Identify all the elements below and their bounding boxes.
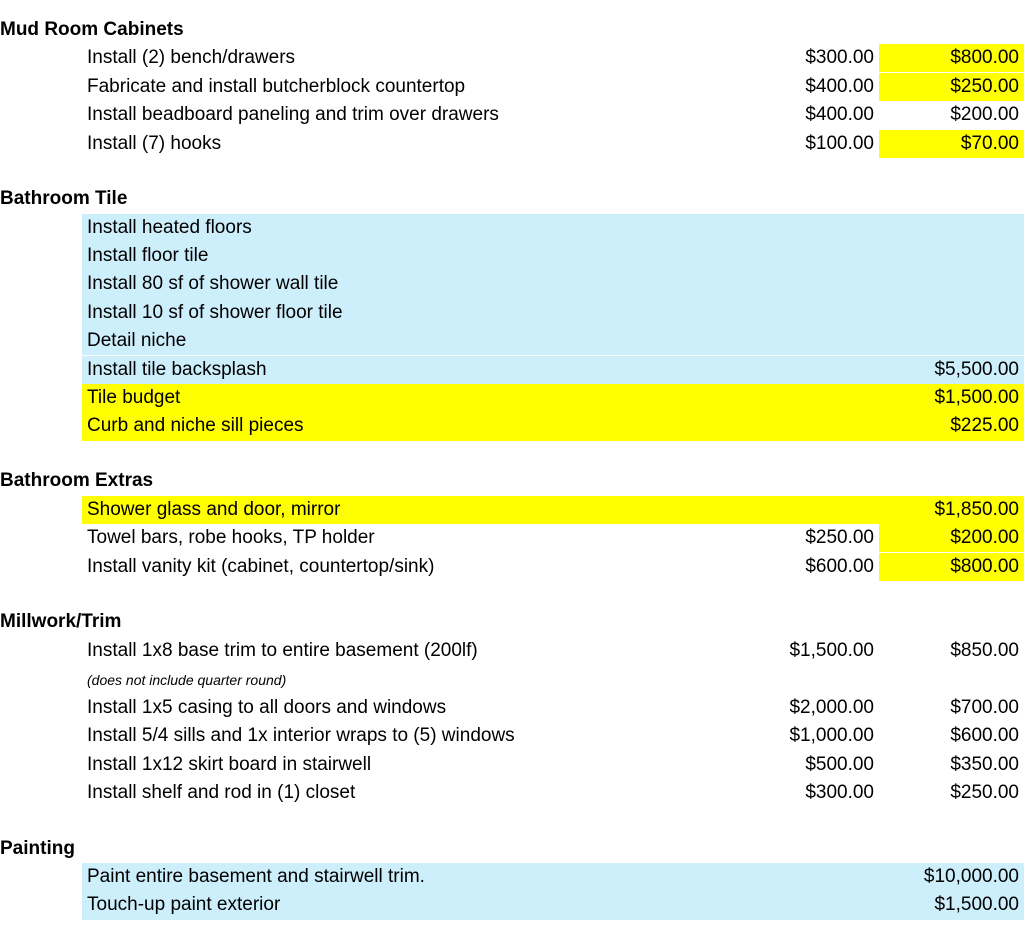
row-price-revised: $1,850.00 xyxy=(934,498,1019,520)
row-highlight xyxy=(82,327,1024,355)
row-description: Curb and niche sill pieces xyxy=(87,415,304,437)
row-price-revised: $600.00 xyxy=(950,725,1019,746)
table-row xyxy=(0,496,1024,524)
row-description: Install (7) hooks xyxy=(87,132,222,154)
table-row xyxy=(0,73,1024,101)
section-title-bathroom-tile: Bathroom Tile xyxy=(0,188,128,209)
row-price-original: $400.00 xyxy=(805,104,874,125)
row-description: Install 5/4 sills and 1x interior wraps to (5) windows xyxy=(87,725,515,746)
table-row xyxy=(0,242,1024,270)
row-description: Install (2) bench/drawers xyxy=(87,47,296,68)
section-title-painting: Painting xyxy=(0,838,75,859)
row-price-original: $300.00 xyxy=(805,782,874,803)
table-row xyxy=(0,412,1024,440)
table-row xyxy=(0,44,1024,72)
table-row xyxy=(0,101,1024,129)
table-row xyxy=(0,299,1024,327)
row-price-revised: $250.00 xyxy=(950,782,1019,803)
row-description: Install 10 sf of shower floor tile xyxy=(87,301,343,323)
table-row xyxy=(0,863,1024,891)
row-price-revised: $800.00 xyxy=(879,553,1024,581)
table-row xyxy=(0,327,1024,355)
row-price-revised: $10,000.00 xyxy=(923,866,1019,887)
row-price-original: $300.00 xyxy=(805,47,874,68)
table-row xyxy=(0,694,1024,722)
row-price-revised: $225.00 xyxy=(950,415,1019,437)
row-price-revised: $700.00 xyxy=(950,696,1019,718)
row-price-revised: $1,500.00 xyxy=(934,894,1019,916)
row-description: Shower glass and door, mirror xyxy=(87,498,341,520)
section-title-millwork: Millwork/Trim xyxy=(0,611,122,632)
table-row xyxy=(0,214,1024,242)
row-price-revised: $800.00 xyxy=(879,44,1024,72)
row-description: Install 1x5 casing to all doors and windows xyxy=(87,696,447,718)
row-price-revised: $200.00 xyxy=(879,524,1024,552)
table-row xyxy=(0,891,1024,919)
row-description: Detail niche xyxy=(87,330,187,352)
section-title-bathroom-extras: Bathroom Extras xyxy=(0,470,154,491)
row-price-revised: $250.00 xyxy=(879,73,1024,101)
row-price-original: $600.00 xyxy=(805,555,874,577)
table-row xyxy=(0,553,1024,581)
table-row xyxy=(0,270,1024,298)
row-description: Install heated floors xyxy=(87,216,252,238)
row-note: (does not include quarter round) xyxy=(87,672,287,688)
row-price-original: $500.00 xyxy=(805,753,874,775)
table-row xyxy=(0,130,1024,158)
row-description: Towel bars, robe hooks, TP holder xyxy=(87,527,375,548)
row-price-original: $1,000.00 xyxy=(789,725,874,746)
row-highlight xyxy=(82,242,1024,270)
row-price-original: $2,000.00 xyxy=(789,696,874,718)
row-description: Tile budget xyxy=(87,386,181,408)
row-description: Install shelf and rod in (1) closet xyxy=(87,782,356,803)
row-price-original: $400.00 xyxy=(805,75,874,97)
row-price-original: $1,500.00 xyxy=(789,640,874,661)
row-price-original: $100.00 xyxy=(805,132,874,154)
row-description: Install floor tile xyxy=(87,244,209,266)
row-price-revised: $1,500.00 xyxy=(934,386,1019,408)
table-row xyxy=(0,524,1024,552)
row-description: Fabricate and install butcherblock countertop xyxy=(87,75,466,97)
row-description: Install 1x8 base trim to entire basement (200lf) xyxy=(87,640,478,661)
section-title-mud-room: Mud Room Cabinets xyxy=(0,19,184,40)
table-row xyxy=(0,637,1024,665)
row-description: Install tile backsplash xyxy=(87,358,267,380)
table-row-note xyxy=(0,666,1024,694)
table-row xyxy=(0,751,1024,779)
table-row xyxy=(0,722,1024,750)
row-price-original: $250.00 xyxy=(805,527,874,548)
row-description: Install 1x12 skirt board in stairwell xyxy=(87,753,372,775)
row-price-revised: $200.00 xyxy=(950,104,1019,125)
row-description: Install 80 sf of shower wall tile xyxy=(87,273,339,295)
row-price-revised: $70.00 xyxy=(879,130,1024,158)
table-row xyxy=(0,384,1024,412)
row-description: Paint entire basement and stairwell trim. xyxy=(87,866,425,887)
row-description: Install beadboard paneling and trim over drawers xyxy=(87,104,499,125)
row-price-revised: $850.00 xyxy=(950,640,1019,661)
row-description: Touch-up paint exterior xyxy=(87,894,281,916)
table-row xyxy=(0,779,1024,807)
row-description: Install vanity kit (cabinet, countertop/sink) xyxy=(87,555,435,577)
row-price-revised: $5,500.00 xyxy=(934,358,1019,380)
table-row xyxy=(0,356,1024,384)
row-price-revised: $350.00 xyxy=(950,753,1019,775)
